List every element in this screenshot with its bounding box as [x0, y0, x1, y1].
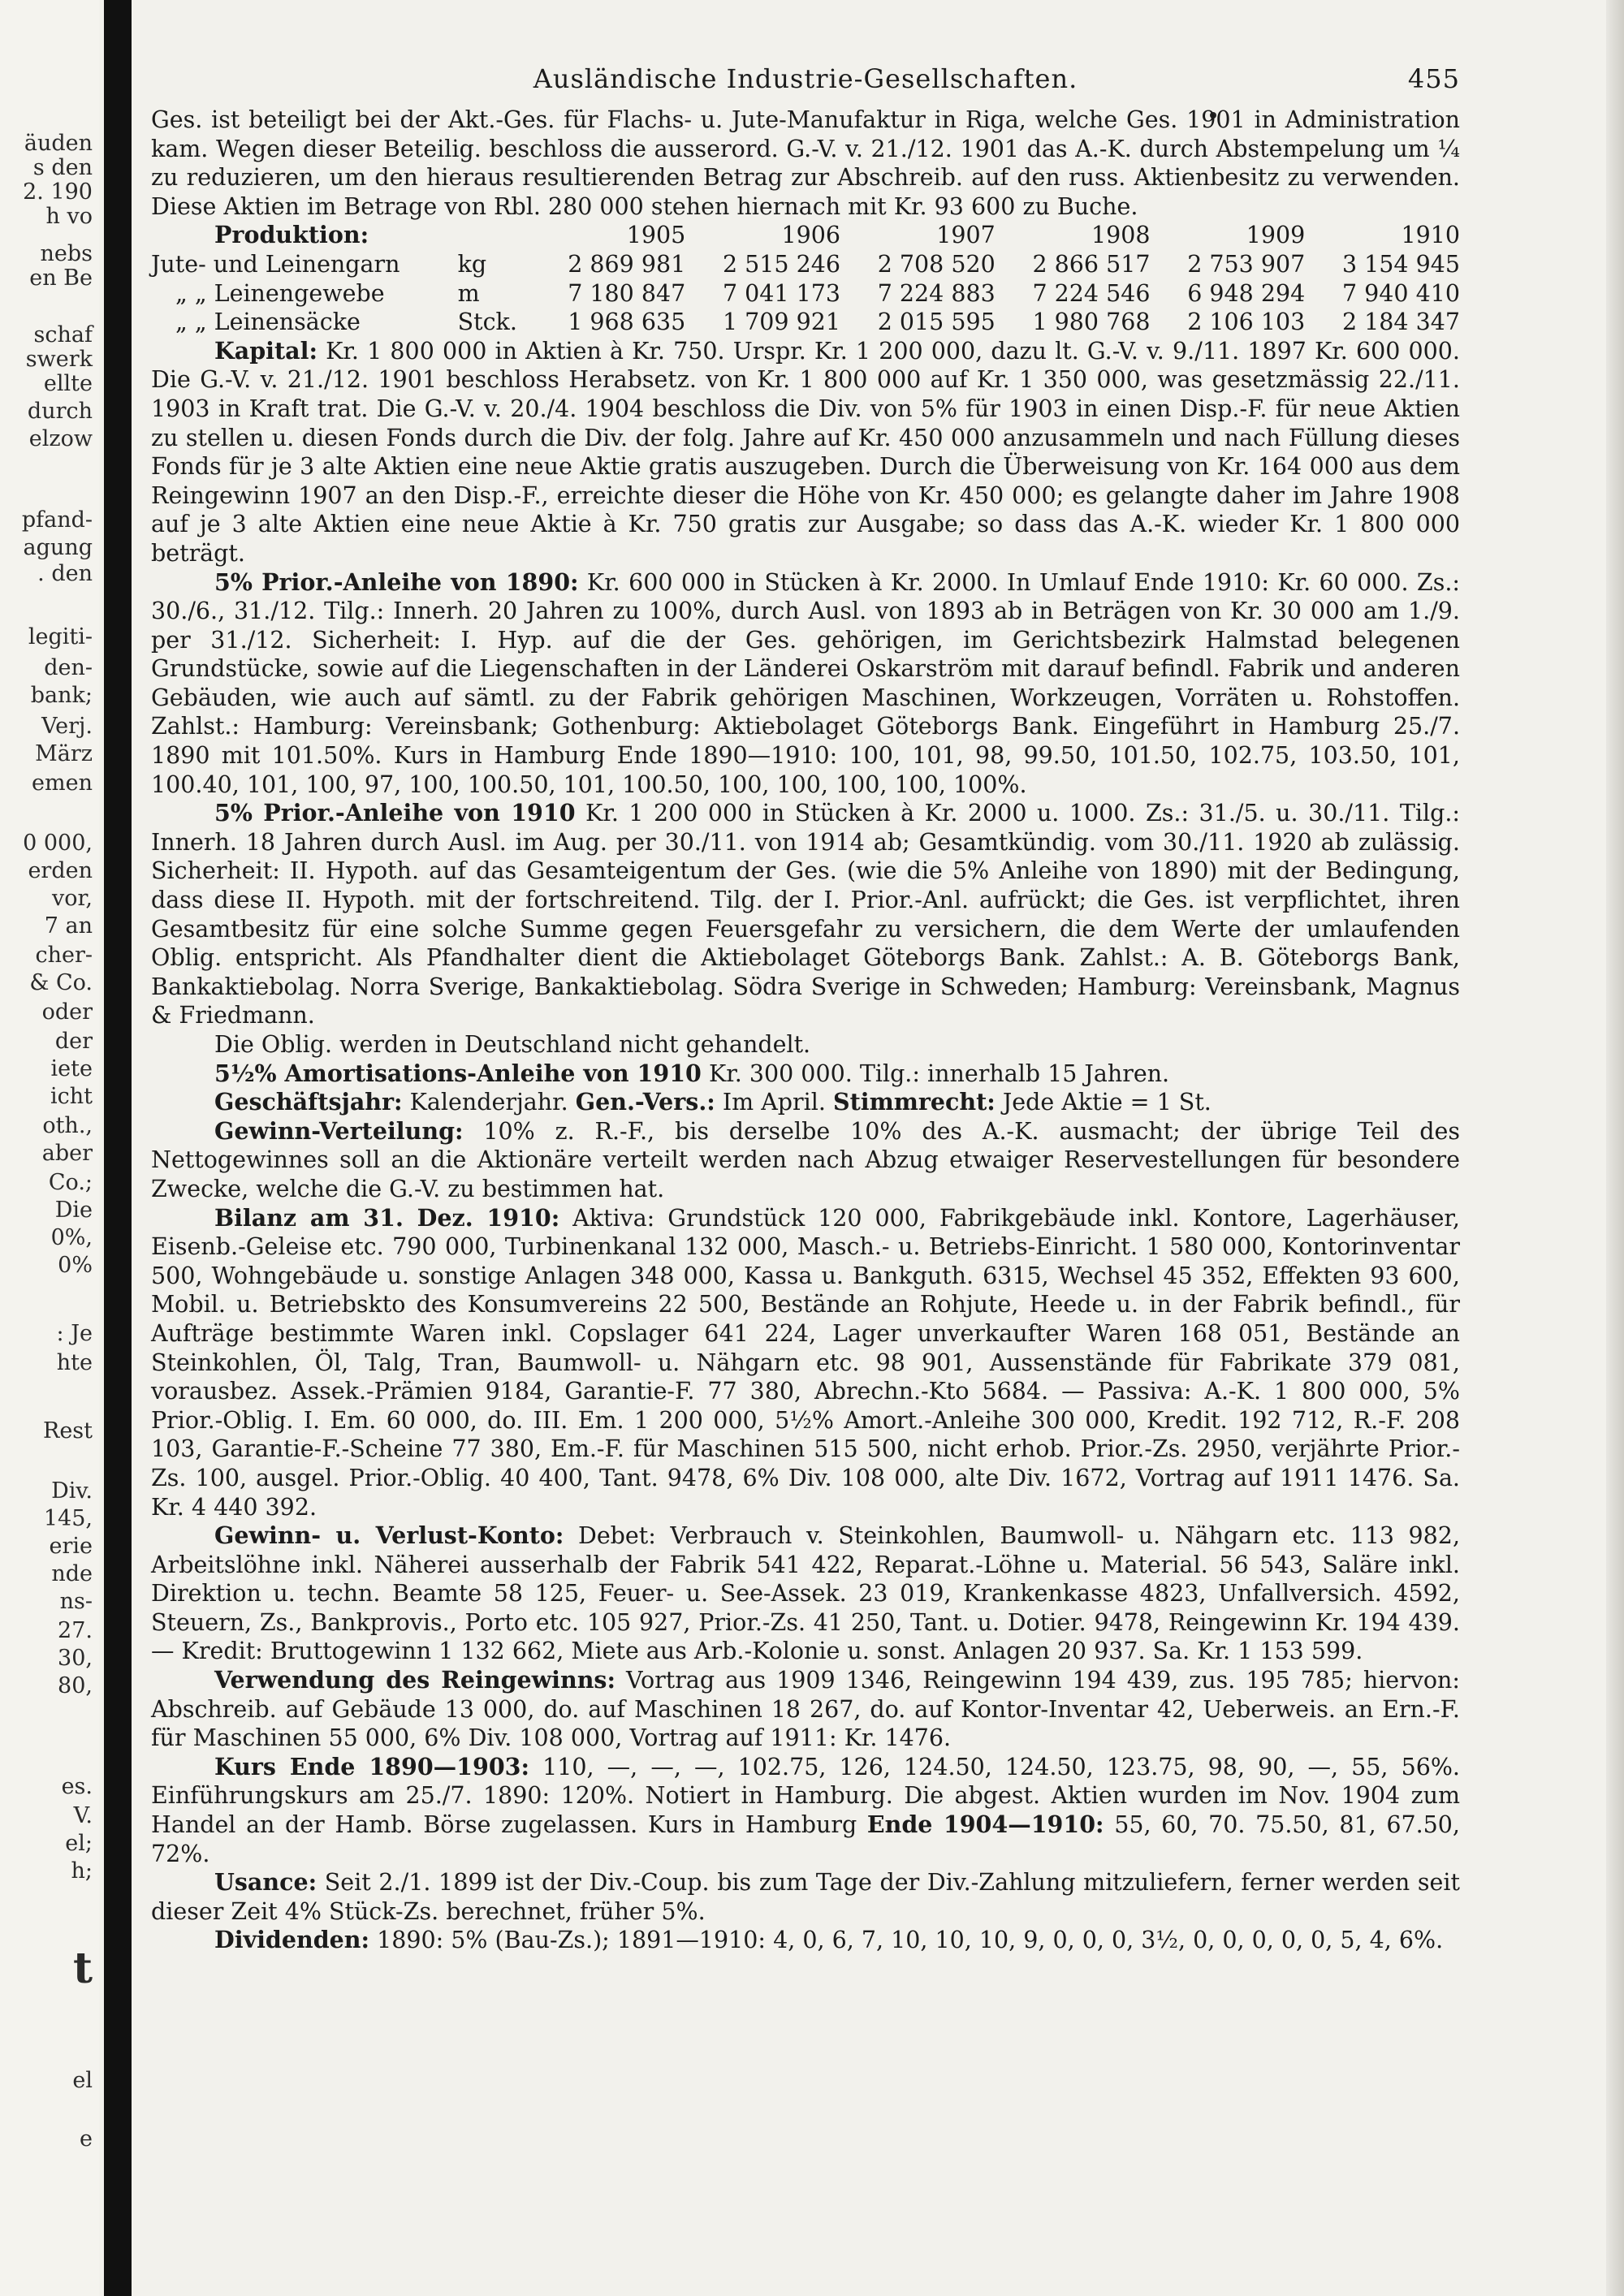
page-title: Ausländische Industrie-Gesellschaften.	[533, 63, 1078, 94]
margin-fragment: hte	[56, 1350, 93, 1375]
margin-fragment: 80,	[58, 1673, 93, 1698]
cell: 7 940 410	[1341, 279, 1460, 307]
year-1909: 1909	[1246, 222, 1306, 249]
cell: 7 041 173	[722, 279, 840, 307]
margin-fragment: 145,	[43, 1506, 93, 1531]
margin-fragment: Div.	[51, 1478, 93, 1504]
margin-fragment: s den	[32, 155, 93, 180]
margin-fragment: ns-	[59, 1589, 93, 1614]
margin-fragment: cher-	[35, 943, 93, 968]
row-unit: m	[457, 279, 480, 307]
margin-fragment: h vo	[45, 204, 93, 229]
year-1910: 1910	[1401, 222, 1460, 249]
row-label: „ „ Leinensäcke	[175, 309, 361, 336]
section-verwendung: Verwendung des Reingewinns: Vortrag aus 1909 1346, Reingewinn 194 439, zus. 195 785; hiervon: Abschreib. auf Gebäude 13 000, do. auf Maschinen 18 267, do. auf Kontor-Inventar 42, Ueberweis. an Ern.-F. für Maschinen 55 000, 6% Div. 108 000, Vortrag auf 1911: Kr. 1476.	[151, 1666, 1460, 1752]
margin-fragment: elzow	[28, 426, 93, 451]
margin-fragment: den-	[44, 655, 93, 680]
cell: 3 154 945	[1341, 250, 1460, 278]
section-prior-anleihe-1890: 5% Prior.-Anleihe von 1890: Kr. 600 000 in Stücken à Kr. 2000. In Umlauf Ende 1910: Kr. 60 000. Zs.: 30./6., 31./12. Tilg.: Innerh. 20 Jahren zu 100%, durch Ausl. von 1893 ab in Beträgen von Kr. 30 000 am 1./9. per 31./12. Sicherheit: I. Hyp. auf die der Ges. gehörigen, im Gerichtsbezirk Halmstad belegenen Grundstücke, sowie auf die Liegenschaften in der Länderei Oskarström mit darauf befindl. Fabrik und anderen Gebäuden, wie auch auf sämtl. zu der Fabrik gehörigen Maschinen, Workzeugen, Vorräten u. Rohstoffen. Zahlst.: Hamburg: Vereinsbank; Gothenburg: Aktiebolaget Göteborgs Bank. Eingeführt in Hamburg 25./7. 1890 mit 101.50%. Kurs in Hamburg Ende 1890—1910: 100, 101, 98, 99.50, 101.50, 102.75, 103.50, 101, 100.40, 101, 100, 97, 100, 100.50, 101, 100.50, 100, 100, 100, 100, 100%.	[151, 568, 1461, 798]
margin-fragment: 0 000,	[23, 831, 93, 856]
margin-fragment: 30,	[58, 1646, 93, 1671]
cell: 2 708 520	[877, 250, 996, 278]
cell: 6 948 294	[1187, 279, 1306, 307]
section-dividenden: Dividenden: 1890: 5% (Bau-Zs.); 1891—1910: 4, 0, 6, 7, 10, 10, 10, 9, 0, 0, 0, 3½, 0, 0, 0, 0, 0, 5, 4, 6%.	[214, 1926, 1444, 1954]
margin-fragment: durch	[27, 399, 93, 424]
margin-fragment: h;	[71, 1858, 93, 1884]
margin-fragment: el	[72, 2068, 93, 2093]
margin-fragment: der	[54, 1029, 93, 1054]
section-kapital: Kapital: Kr. 1 800 000 in Aktien à Kr. 750. Urspr. Kr. 1 200 000, dazu lt. G.-V. v. 9./11. 1897 Kr. 600 000. Die G.-V. v. 21./12. 1901 beschloss Herabsetz. von Kr. 1 800 000 auf Kr. 1 350 000, was gesetzmässig 22./11. 1903 in Kraft trat. Die G.-V. v. 20./4. 1904 beschloss die Div. von 5% für 1903 in einen Disp.-F. für neue Aktien zu stellen u. diesen Fonds durch die Div. der folg. Jahre auf Kr. 450 000 anzusammeln und nach Füllung dieses Fonds für je 3 alte Aktien eine neue Aktie gratis auszugeben. Durch die Überweisung von Kr. 164 000 aus dem Reingewinn 1907 an den Disp.-F., erreichte dieser die Höhe von Kr. 450 000; es gelangte daher im Jahre 1908 auf je 3 alte Aktien eine neue Aktie à Kr. 750 gratis zur Ausgabe; so dass das A.-K. wieder Kr. 1 800 000 beträgt.	[151, 336, 1460, 567]
production-label: Produktion:	[214, 221, 369, 249]
margin-fragment: emen	[32, 770, 93, 796]
margin-fragment: : Je	[56, 1321, 93, 1346]
cell: 7 224 546	[1032, 279, 1151, 307]
section-prior-anleihe-1910: 5% Prior.-Anleihe von 1910 Kr. 1 200 000 in Stücken à Kr. 2000 u. 1000. Zs.: 31./5. u. 30./11. Tilg.: Innerh. 18 Jahren durch Ausl. im Aug. per 30./11. von 1914 ab; Gesamtkündig. vom 30./11. 1920 ab zulässig. Sicherheit: II. Hypoth. auf das Gesamteigentum der Ges. (wie die 5% Anleihe von 1890) mit der Bedingung, dass diese II. Hypoth. mit der fortschreitend. Tilg. der I. Prior.-Anl. aufrückt; die Ges. ist verpflichtet, ihren Gesamtbesitz für eine solche Summe gegen Feuersgefahr zu versichern, die dem Werte der umlaufenden Oblig. entspricht. Als Pfandhalter dient die Aktiebolaget Göteborgs Bank. Zahlst.: A. B. Göteborgs Bank, Bankaktiebolag. Norra Sverige, Bankaktiebolag. Södra Sverige in Schweden; Hamburg: Vereinsbank, Magnus & Friedmann.	[151, 799, 1460, 1029]
margin-fragment: t	[72, 1944, 93, 1993]
section-gewinn-verlust: Gewinn- u. Verlust-Konto: Debet: Verbrauch v. Steinkohlen, Baumwoll- u. Nähgarn etc. 113 982, Arbeitslöhne inkl. Näherei ausserhalb der Fabrik 541 422, Reparat.-Löhne u. Material. 56 543, Saläre inkl. Direktion u. techn. Beamte 58 125, Feuer- u. See-Assek. 23 019, Krankenkasse 4823, Unfallversich. 4592, Steuern, Zs., Bankprovis., Porto etc. 105 927, Prior.-Zs. 41 250, Tant. u. Dotier. 9478, Reingewinn Kr. 194 439. — Kredit: Bruttogewinn 1 132 662, Miete aus Arb.-Kolonie u. sonst. Anlagen 20 937. Sa. Kr. 1 153 599.	[151, 1521, 1461, 1665]
margin-fragment: vor,	[51, 886, 93, 911]
margin-fragment: agung	[23, 535, 93, 560]
margin-fragment: en Be	[29, 265, 93, 291]
row-label: „ „ Leinengewebe	[175, 279, 385, 307]
margin-fragment: Verj.	[41, 714, 93, 739]
page-content	[151, 57, 1460, 1955]
year-1905: 1905	[626, 222, 686, 249]
margin-fragment: 2. 190	[23, 179, 93, 205]
cell: 2 106 103	[1187, 309, 1306, 336]
binding-gutter	[104, 0, 132, 2296]
table-row	[151, 308, 1460, 337]
cell: 2 184 347	[1341, 309, 1460, 336]
row-unit: kg	[457, 250, 487, 278]
cell: 1 968 635	[568, 309, 686, 336]
margin-fragment: & Co.	[29, 970, 93, 995]
margin-fragment: äuden	[24, 131, 93, 156]
section-usance: Usance: Seit 2./1. 1899 ist der Div.-Coup. bis zum Tage der Div.-Zahlung mitzuliefern, ferner werden seit dieser Zeit 4% Stück-Zs. berechnet, früher 5%.	[151, 1868, 1460, 1925]
production-header-row	[151, 221, 1460, 250]
section-gewinn-verteilung: Gewinn-Verteilung: 10% z. R.-F., bis derselbe 10% des A.-K. ausmacht; der übrige Teil des Nettogewinnes soll an die Aktionäre verteilt werden nach Abzug etwaiger Reservestellungen für besondere Zwecke, welche die G.-V. zu bestimmen hat.	[151, 1116, 1460, 1202]
margin-fragment: erie	[49, 1534, 93, 1559]
row-label: Jute- und Leinengarn	[151, 250, 400, 278]
section-kurs: Kurs Ende 1890—1903: 110, —, —, —, 102.75, 126, 124.50, 124.50, 123.75, 98, 90, —, 55, 56%. Einführungskurs am 25./7. 1890: 120%. Notiert in Hamburg. Die abgest. Aktien wurden im Nov. 1904 zum Handel an der Hamb. Börse zugelassen. Kurs in Hamburg Ende 1904—1910: 55, 60, 70. 75.50, 81, 67.50, 72%.	[151, 1752, 1460, 1867]
margin-fragment: nebs	[40, 241, 93, 266]
cell: 2 866 517	[1032, 250, 1151, 278]
margin-fragment: aber	[41, 1141, 93, 1166]
cell: 1 709 921	[722, 309, 840, 336]
intro-paragraph: Ges. ist beteiligt bei der Akt.-Ges. für Flachs- u. Jute-Manufaktur in Riga, welche Ges. 1901 in Administration kam. Wegen dieser Beteilig. beschloss die ausserord. G.-V. v. 21./12. 1901 das A.-K. durch Abstempelung um ¼ zu reduzieren, um den hieraus resultierenden Betrag zur Abschreib. auf den russ. Aktienbesitz zu verwenden. Diese Aktien im Betrage von Rbl. 280 000 stehen hiernach mit Kr. 93 600 zu Buche.	[151, 106, 1460, 220]
margin-fragment: . den	[37, 561, 93, 586]
row-unit: Stck.	[457, 309, 517, 336]
margin-fragment: 27.	[58, 1618, 93, 1643]
margin-fragment: swerk	[25, 347, 93, 372]
running-header	[151, 57, 1460, 106]
year-1906: 1906	[781, 222, 840, 249]
margin-fragment: iete	[50, 1056, 93, 1081]
margin-fragment: März	[35, 741, 93, 766]
article-body	[151, 106, 1460, 1955]
cell: 2 869 981	[568, 250, 686, 278]
section-amortisations-anleihe: 5½% Amortisations-Anleihe von 1910 Kr. 300 000. Tilg.: innerhalb 15 Jahren.	[214, 1059, 1170, 1087]
margin-fragment: legiti-	[28, 624, 93, 650]
section-geschaeftsjahr: Geschäftsjahr: Kalenderjahr. Gen.-Vers.: Im April. Stimmrecht: Jede Aktie = 1 St.	[214, 1088, 1212, 1116]
table-row	[151, 279, 1460, 309]
section-bilanz: Bilanz am 31. Dez. 1910: Aktiva: Grundstück 120 000, Fabrikgebäude inkl. Kontore, Lagerhäuser, Eisenb.-Geleise etc. 790 000, Turbinenkanal 132 000, Masch.- u. Betriebs-Einricht. 1 580 000, Kontorinventar 500, Wohngebäude u. sonstige Anlagen 348 000, Kassa u. Bankguth. 6315, Wechsel 45 352, Effekten 93 600, Mobil. u. Betriebskto des Konsumvereins 22 500, Bestände an Rohjute, Heede u. in der Fabrik befindl., für Aufträge bestimmte Waren inkl. Copslager 641 224, Lager unverkaufter Waren 168 051, Bestände an Steinkohlen, Öl, Talg, Tran, Baumwoll- u. Nähgarn etc. 98 901, Aussenstände für Fabrikate 379 081, vorausbez. Assek.-Prämien 9184, Garantie-F. 77 380, Abrechn.-Kto 5684. — Passiva: A.-K. 1 800 000, 5% Prior.-Oblig. I. Em. 60 000, do. III. Em. 1 200 000, 5½% Amort.-Anleihe 300 000, Kredit. 192 712, R.-F. 208 103, Garantie-F.-Scheine 77 380, Em.-F. für Maschinen 515 500, nicht erhob. Prior.-Zs. 2950, verjährte Prior.-Zs. 100, ausgel. Prior.-Oblig. 40 400, Tant. 9478, 6% Div. 108 000, alte Div. 1672, Vortrag auf 1911 1476. Sa. Kr. 4 440 392.	[151, 1203, 1460, 1521]
page-number: 455	[1407, 63, 1460, 94]
year-1908: 1908	[1091, 222, 1151, 249]
section-oblig-note: Die Oblig. werden in Deutschland nicht gehandelt.	[214, 1031, 811, 1058]
margin-fragment: es.	[61, 1774, 93, 1799]
margin-fragment: e	[80, 2126, 93, 2151]
margin-fragment: erden	[28, 858, 93, 883]
margin-fragment: nde	[51, 1561, 93, 1586]
cell: 7 224 883	[877, 279, 996, 307]
margin-fragment: oth.,	[42, 1113, 93, 1138]
margin-fragment: ellte	[43, 371, 93, 396]
margin-fragment: Die	[54, 1198, 93, 1223]
previous-page-margin	[0, 0, 99, 2296]
page-edge	[1606, 0, 1624, 2296]
production-table	[151, 221, 1460, 336]
table-row	[151, 250, 1460, 279]
year-1907: 1907	[936, 222, 996, 249]
margin-fragment: 0%,	[50, 1225, 93, 1250]
margin-fragment: schaf	[33, 322, 93, 347]
margin-fragment: Rest	[42, 1418, 93, 1444]
cell: 2 015 595	[877, 309, 996, 336]
cell: 2 515 246	[722, 250, 840, 278]
margin-fragment: el;	[65, 1831, 93, 1856]
margin-fragment: Co.;	[48, 1170, 93, 1195]
cell: 7 180 847	[568, 279, 686, 307]
margin-fragment: 7 an	[44, 913, 93, 939]
margin-fragment: pfand-	[21, 507, 93, 533]
margin-fragment: V.	[73, 1803, 93, 1828]
cell: 1 980 768	[1032, 309, 1151, 336]
margin-fragment: bank;	[30, 683, 93, 708]
margin-fragment: oder	[41, 999, 93, 1025]
margin-fragment: icht	[50, 1084, 93, 1109]
cell: 2 753 907	[1187, 250, 1306, 278]
margin-fragment: 0%	[58, 1253, 93, 1278]
